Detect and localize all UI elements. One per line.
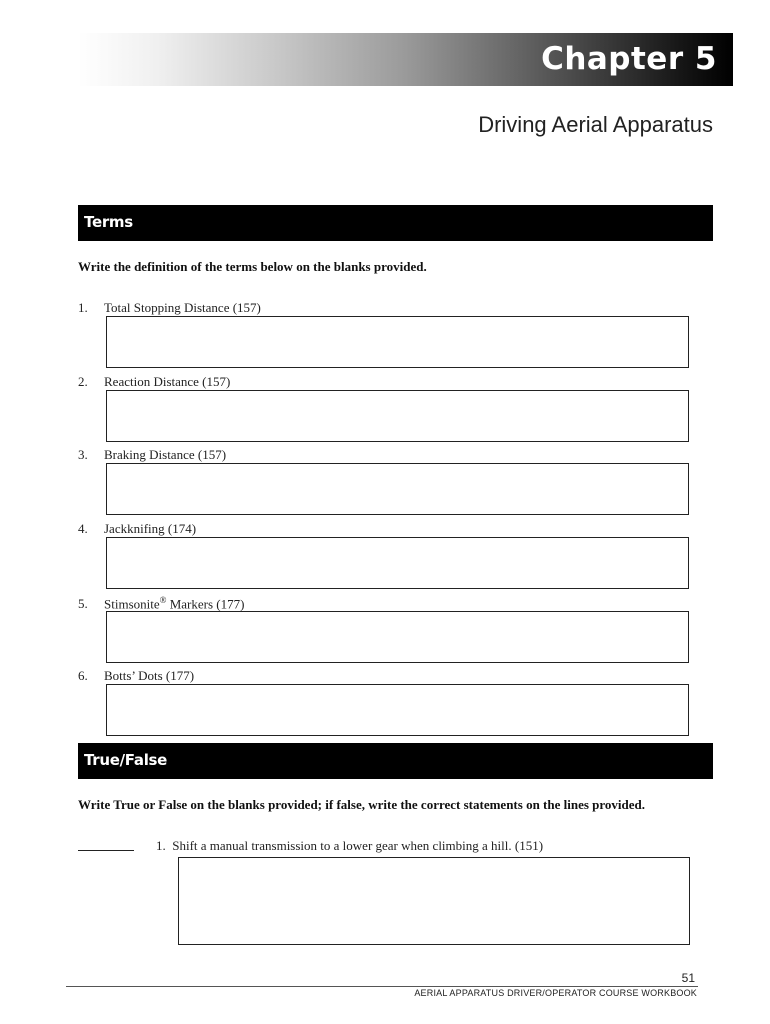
term-label: Jackknifing (174) <box>104 521 197 536</box>
page-number: 51 <box>681 971 695 985</box>
truefalse-item-1 <box>156 838 543 854</box>
term-label: Braking Distance (157) <box>104 447 227 462</box>
term-2-answer-box[interactable] <box>106 390 689 442</box>
terms-instructions: Write the definition of the terms below on the blanks provided. <box>78 259 427 274</box>
term-number: 3. <box>78 447 88 462</box>
terms-section-heading <box>78 205 713 241</box>
term-number: 6. <box>78 668 88 683</box>
term-item-1 <box>78 300 261 316</box>
term-item-3 <box>78 447 226 463</box>
chapter-title: Chapter 5 <box>541 41 717 77</box>
true-false-blank[interactable] <box>78 838 134 851</box>
term-4-answer-box[interactable] <box>106 537 689 589</box>
term-item-4 <box>78 521 196 537</box>
truefalse-heading-label: True/False <box>84 751 168 769</box>
term-number: 4. <box>78 521 88 536</box>
term-item-2 <box>78 374 230 390</box>
truefalse-1-correction-box[interactable] <box>178 857 690 945</box>
terms-heading-label: Terms <box>84 213 133 231</box>
chapter-banner <box>78 33 733 86</box>
term-item-5 <box>78 595 244 612</box>
term-number: 2. <box>78 374 88 389</box>
chapter-subtitle: Driving Aerial Apparatus <box>478 112 713 137</box>
term-1-answer-box[interactable] <box>106 316 689 368</box>
footer-divider <box>66 986 698 987</box>
term-label: Reaction Distance (157) <box>104 374 231 389</box>
term-number: 5. <box>78 596 88 612</box>
term-item-6 <box>78 668 194 684</box>
term-label: Botts’ Dots (177) <box>104 668 195 683</box>
term-6-answer-box[interactable] <box>106 684 689 736</box>
truefalse-section-heading <box>78 743 713 779</box>
question-number: 1. <box>156 838 166 853</box>
term-5-answer-box[interactable] <box>106 611 689 663</box>
term-label: Total Stopping Distance (157) <box>104 300 261 315</box>
term-3-answer-box[interactable] <box>106 463 689 515</box>
term-label-main: Stimsonite <box>104 596 160 612</box>
term-label-rest: Markers (177) <box>166 596 245 612</box>
question-text: Shift a manual transmission to a lower gear when climbing a hill. (151) <box>172 838 544 853</box>
term-number: 1. <box>78 300 88 315</box>
footer-book-title: AERIAL APPARATUS DRIVER/OPERATOR COURSE WORKBOOK <box>414 988 697 998</box>
registered-mark: ® <box>159 595 167 605</box>
truefalse-instructions: Write True or False on the blanks provided; if false, write the correct statements on the lines provided. <box>78 797 646 812</box>
